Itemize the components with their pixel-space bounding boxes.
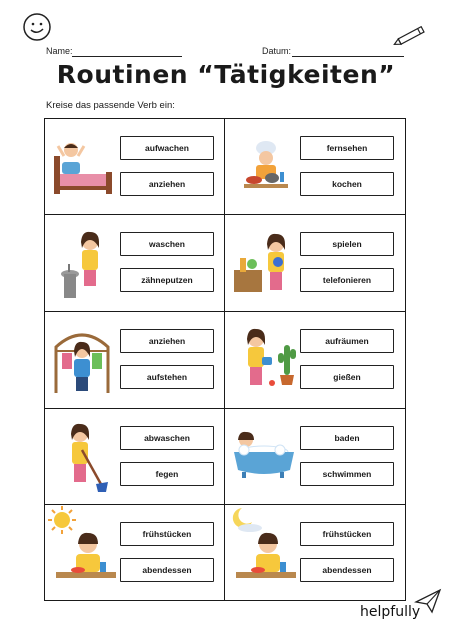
- exercise-cell: [44, 214, 224, 311]
- option-button[interactable]: fegen: [120, 462, 214, 486]
- exercise-cell: [44, 118, 224, 214]
- option-button[interactable]: gießen: [300, 365, 394, 389]
- paper-plane-icon: [414, 588, 442, 614]
- exercise-cell: [224, 311, 406, 408]
- instruction-text: Kreise das passende Verb ein:: [46, 100, 175, 111]
- girl-sweeping-icon: [62, 420, 112, 494]
- waking-up-in-bed-icon: [52, 136, 114, 198]
- option-button[interactable]: aufräumen: [300, 329, 394, 353]
- girl-watering-cactus-icon: [234, 325, 300, 395]
- brand-name: helpfully: [360, 604, 421, 620]
- exercise-cell: [44, 504, 224, 601]
- name-line[interactable]: [72, 56, 182, 57]
- date-line[interactable]: [292, 56, 404, 57]
- exercise-cell: [44, 408, 224, 504]
- pencil-icon: [392, 22, 432, 48]
- girl-in-bathtub-icon: [230, 428, 296, 480]
- option-button[interactable]: abendessen: [120, 558, 214, 582]
- girl-at-wardrobe-icon: [52, 327, 112, 395]
- exercise-cell: [44, 311, 224, 408]
- girl-eating-with-sun-icon: [48, 506, 118, 586]
- option-button[interactable]: abwaschen: [120, 426, 214, 450]
- option-button[interactable]: telefonieren: [300, 268, 394, 292]
- option-button[interactable]: fernsehen: [300, 136, 394, 160]
- option-button[interactable]: kochen: [300, 172, 394, 196]
- option-button[interactable]: aufwachen: [120, 136, 214, 160]
- option-button[interactable]: anziehen: [120, 172, 214, 196]
- option-button[interactable]: baden: [300, 426, 394, 450]
- page-title: Routinen “Tätigkeiten”: [56, 60, 396, 89]
- exercise-cell: [224, 214, 406, 311]
- name-label: Name:: [46, 46, 73, 56]
- exercise-cell: [224, 408, 406, 504]
- option-button[interactable]: abendessen: [300, 558, 394, 582]
- chef-cooking-icon: [242, 140, 296, 196]
- option-button[interactable]: anziehen: [120, 329, 214, 353]
- girl-at-sink-icon: [60, 228, 110, 300]
- option-button[interactable]: frühstücken: [300, 522, 394, 546]
- option-button[interactable]: spielen: [300, 232, 394, 256]
- option-button[interactable]: aufstehen: [120, 365, 214, 389]
- girl-eating-with-moon-icon: [228, 506, 298, 586]
- option-button[interactable]: frühstücken: [120, 522, 214, 546]
- option-button[interactable]: waschen: [120, 232, 214, 256]
- girl-with-toy-box-icon: [232, 230, 298, 300]
- option-button[interactable]: schwimmen: [300, 462, 394, 486]
- date-label: Datum:: [262, 46, 292, 56]
- exercise-cell: [224, 504, 406, 601]
- smiley-face-icon: [22, 12, 52, 42]
- option-button[interactable]: zähneputzen: [120, 268, 214, 292]
- exercise-cell: [224, 118, 406, 214]
